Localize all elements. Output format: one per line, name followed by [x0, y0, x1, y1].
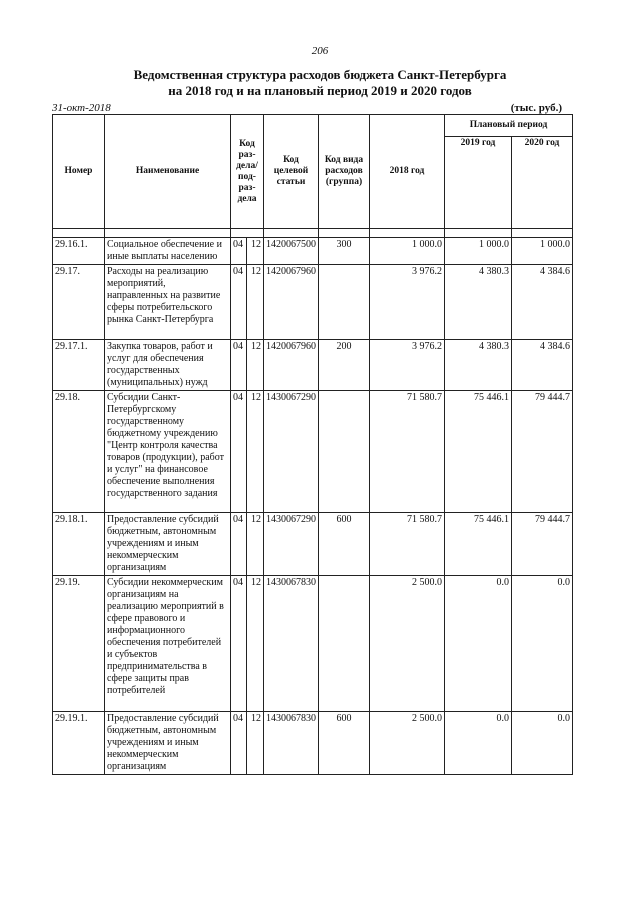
header-2018: 2018 год [370, 115, 445, 229]
units-label: (тыс. руб.) [510, 102, 562, 114]
row-2019: 4 380.3 [445, 265, 512, 340]
header-number: Номер [53, 115, 105, 229]
row-2020: 1 000.0 [512, 238, 573, 265]
row-target-code: 1430067290 [264, 513, 319, 576]
table-row [53, 340, 573, 391]
row-section: 04 [231, 391, 247, 513]
row-number: 29.17.1. [53, 340, 105, 391]
row-section: 04 [231, 265, 247, 340]
row-target-code: 1420067960 [264, 265, 319, 340]
page-number: 206 [311, 45, 329, 57]
table-row [53, 576, 573, 712]
row-section: 04 [231, 238, 247, 265]
row-2020: 0.0 [512, 712, 573, 775]
row-number: 29.19. [53, 576, 105, 712]
budget-table [52, 114, 573, 775]
row-expense-type: 200 [319, 340, 370, 391]
row-expense-type: 600 [319, 712, 370, 775]
row-2020: 79 444.7 [512, 513, 573, 576]
row-section: 04 [231, 712, 247, 775]
row-subsection: 12 [247, 712, 264, 775]
row-subsection: 12 [247, 340, 264, 391]
row-subsection: 12 [247, 238, 264, 265]
table-row [53, 712, 573, 775]
document-title [60, 67, 580, 99]
row-2018: 2 500.0 [370, 712, 445, 775]
row-target-code: 1420067500 [264, 238, 319, 265]
row-number: 29.18.1. [53, 513, 105, 576]
header-section: Код раз-дела/ под-раз-дела [231, 115, 264, 229]
row-subsection: 12 [247, 391, 264, 513]
row-name: Расходы на реализацию мероприятий, направленных на развитие сферы потребительского рынка Санкт-Петербурга [105, 265, 231, 340]
row-name: Субсидии Санкт-Петербургскому государственному бюджетному учреждению "Центр контроля качества товаров (продукции), работ и услуг" на финансовое обеспечение выполнения государственного задания [105, 391, 231, 513]
row-section: 04 [231, 576, 247, 712]
row-2019: 0.0 [445, 576, 512, 712]
row-subsection: 12 [247, 265, 264, 340]
table-row [53, 238, 573, 265]
row-2018: 3 976.2 [370, 340, 445, 391]
row-number: 29.17. [53, 265, 105, 340]
header-2020: 2020 год [512, 137, 573, 229]
header-2019: 2019 год [445, 137, 512, 229]
row-2019: 1 000.0 [445, 238, 512, 265]
row-2020: 79 444.7 [512, 391, 573, 513]
row-name: Предоставление субсидий бюджетным, автономным учреждениям и иным некоммерческим организациям [105, 712, 231, 775]
row-target-code: 1430067830 [264, 576, 319, 712]
row-name: Субсидии некоммерческим организациям на реализацию мероприятий в сфере правового и информационного обеспечения потребителей и субъектов предпринимательства в сфере защиты прав потребителей [105, 576, 231, 712]
row-2020: 4 384.6 [512, 265, 573, 340]
row-target-code: 1430067290 [264, 391, 319, 513]
row-2019: 75 446.1 [445, 513, 512, 576]
row-subsection: 12 [247, 576, 264, 712]
row-expense-type [319, 576, 370, 712]
row-expense-type [319, 265, 370, 340]
row-2019: 4 380.3 [445, 340, 512, 391]
row-2020: 4 384.6 [512, 340, 573, 391]
row-expense-type: 300 [319, 238, 370, 265]
row-2018: 1 000.0 [370, 238, 445, 265]
row-subsection: 12 [247, 513, 264, 576]
header-target: Код целевой статьи [264, 115, 319, 229]
header-planned-period: Плановый период [445, 115, 573, 137]
title-line-1: Ведомственная структура расходов бюджета Санкт-Петербурга [133, 67, 507, 82]
document-date: 31-окт-2018 [52, 102, 111, 114]
table-row [53, 391, 573, 513]
row-target-code: 1430067830 [264, 712, 319, 775]
row-2019: 0.0 [445, 712, 512, 775]
table-row [53, 513, 573, 576]
row-name: Закупка товаров, работ и услуг для обеспечения государственных (муниципальных) нужд [105, 340, 231, 391]
row-name: Предоставление субсидий бюджетным, автономным учреждениям и иным некоммерческим организациям [105, 513, 231, 576]
row-section: 04 [231, 340, 247, 391]
row-target-code: 1420067960 [264, 340, 319, 391]
row-number: 29.16.1. [53, 238, 105, 265]
row-number: 29.19.1. [53, 712, 105, 775]
row-2018: 71 580.7 [370, 391, 445, 513]
table-row [53, 265, 573, 340]
title-line-2: на 2018 год и на плановый период 2019 и 2020 годов [168, 83, 472, 98]
row-2018: 2 500.0 [370, 576, 445, 712]
row-name: Социальное обеспечение и иные выплаты населению [105, 238, 231, 265]
row-expense-type [319, 391, 370, 513]
row-2019: 75 446.1 [445, 391, 512, 513]
row-2020: 0.0 [512, 576, 573, 712]
row-expense-type: 600 [319, 513, 370, 576]
row-number: 29.18. [53, 391, 105, 513]
header-expense-type: Код вида расходов (группа) [319, 115, 370, 229]
row-section: 04 [231, 513, 247, 576]
row-2018: 71 580.7 [370, 513, 445, 576]
header-name: Наименование [105, 115, 231, 229]
row-2018: 3 976.2 [370, 265, 445, 340]
